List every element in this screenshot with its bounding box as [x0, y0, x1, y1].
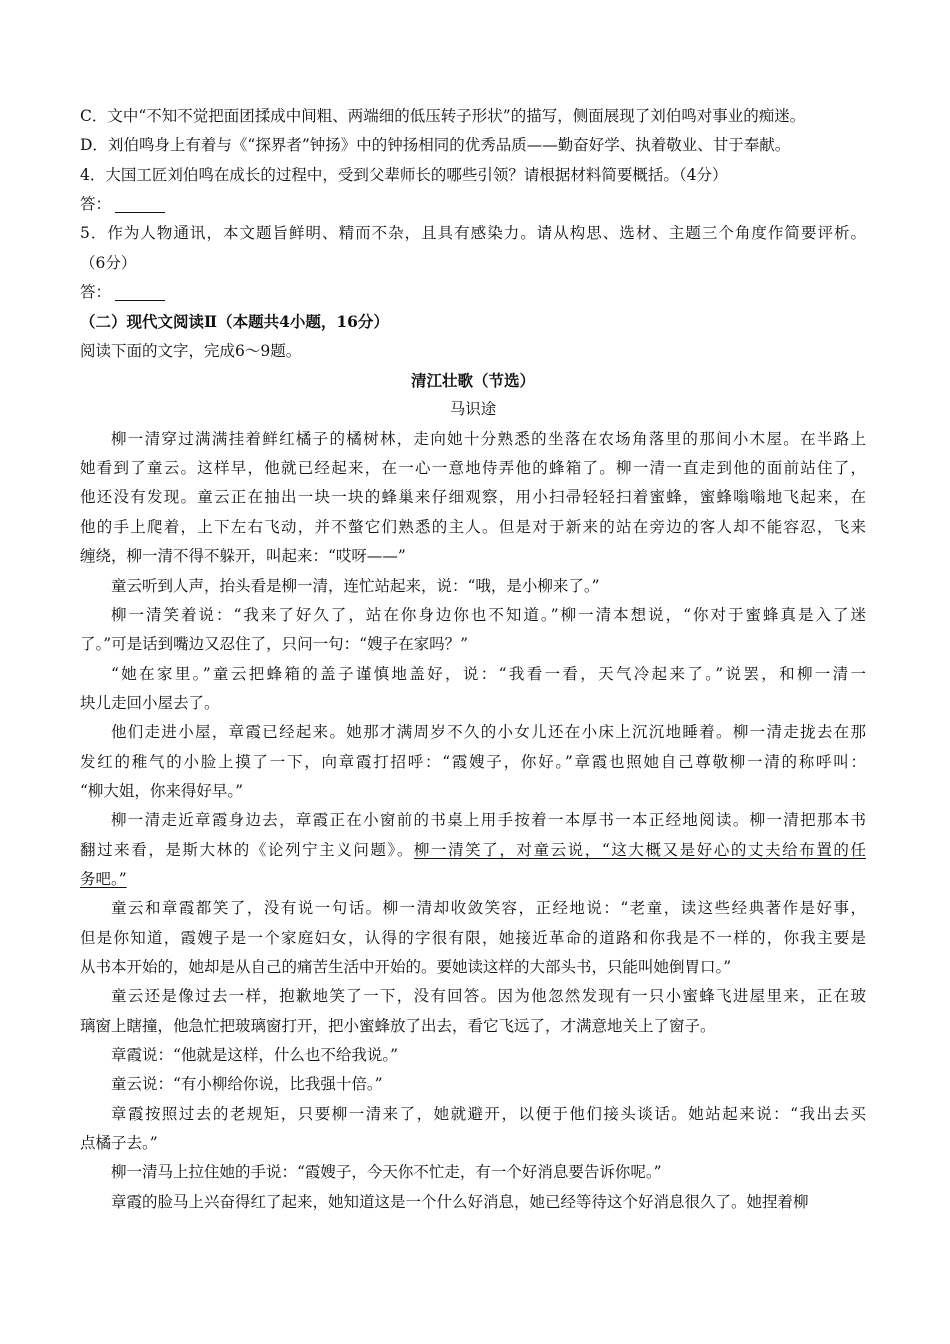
- line-text: 她看到了童云。这样早，他就已经起来，在一心一意地侍弄他的蜂箱了。柳一清一直走到他的面前站住了，: [80, 459, 866, 478]
- passage-author: 马识途: [449, 400, 497, 419]
- exam-page: [80, 102, 866, 1217]
- passage-paragraph: [80, 806, 866, 894]
- paragraph-line: [80, 660, 866, 689]
- paragraph-line: [80, 982, 866, 1011]
- passage-paragraph: [80, 982, 866, 1041]
- line-text: 块儿走回小屋去了。: [80, 693, 220, 712]
- passage-paragraph: [80, 1158, 866, 1187]
- paragraph-line: [80, 748, 866, 777]
- paragraph-line: [80, 689, 866, 718]
- paragraph-line: [80, 601, 866, 630]
- passage-paragraph: [80, 1070, 866, 1099]
- line-text: 从书本开始的，她却是从自己的痛苦生活中开始的。要她读这样的大部头书，只能叫她倒胃口。”: [80, 957, 732, 976]
- passage-paragraph: [80, 572, 866, 601]
- passage-paragraph: [80, 1188, 866, 1217]
- paragraph-line: [80, 425, 866, 454]
- underlined-text: 务吧。”: [80, 869, 127, 888]
- line-text: 童云说：“有小柳给你说，比我强十倍。”: [111, 1075, 383, 1094]
- paragraph-line: [80, 718, 866, 747]
- answer-line: [80, 190, 866, 219]
- passage-paragraph: [80, 894, 866, 982]
- line-text: 章霞按照过去的老规矩，只要柳一清来了，她就避开，以便于他们接头谈话。她站起来说：“我出去买: [111, 1104, 866, 1123]
- line-text: 了。”可是话到嘴边又忍住了，只问一句：“嫂子在家吗？”: [80, 635, 469, 654]
- section-heading: （二）现代文阅读Ⅱ（本题共4小题，16分）: [80, 312, 389, 332]
- paragraph-line: [80, 836, 866, 865]
- line-text: 他还没有发现。童云正在抽出一块一块的蜂巢来仔细观察，用小扫帚轻轻扫着蜜蜂，蜜蜂嗡嗡地飞起来，在: [80, 488, 866, 507]
- line-text: 他的手上爬着，上下左右飞动，并不螫它们熟悉的主人。但是对于新来的站在旁边的客人却不能容忍，飞来: [80, 517, 866, 536]
- line-text: 发红的稚气的小脸上摸了一下，向章霞打招呼：“霞嫂子，你好。”章霞也照她自己尊敬柳一清的称呼叫：: [80, 752, 866, 771]
- paragraph-line: [80, 894, 866, 923]
- line-text: 章霞的脸马上兴奋得红了起来，她知道这是一个什么好消息，她已经等待这个好消息很久了。她捏着柳: [111, 1192, 809, 1211]
- passage-paragraph: [80, 1100, 866, 1159]
- line-text: 但是你知道，霞嫂子是一个家庭妇女，认得的字很有限，她接近革命的道路和你我是不一样的，你我主要是: [80, 928, 866, 947]
- paragraph-line: [80, 865, 866, 894]
- line-text: 柳一清马上拉住她的手说：“霞嫂子，今天你不忙走，有一个好消息要告诉你呢。”: [111, 1163, 662, 1182]
- paragraph-line: [80, 513, 866, 542]
- passage-body: [80, 425, 866, 1217]
- paragraph-line: [80, 1158, 866, 1187]
- question-line: D．刘伯鸣身上有着与《“探界者”钟扬》中的钟扬相同的优秀品质——勤奋好学、执着敬业、甘于奉献。: [80, 136, 791, 155]
- paragraph-line: [80, 483, 866, 512]
- line-text: 璃窗上瞎撞，他急忙把玻璃窗打开，把小蜜蜂放了出去，看它飞远了，才满意地关上了窗子。: [80, 1016, 716, 1035]
- line-text: 童云听到人声，抬头看是柳一清，连忙站起来，说：“哦，是小柳来了。”: [111, 576, 600, 595]
- line-text: “她在家里。”童云把蜂箱的盖子谨慎地盖好，说：“我看一看，天气冷起来了。”说罢，和柳一清一: [111, 664, 866, 683]
- question-line: （6分）: [80, 253, 137, 272]
- passage-paragraph: [80, 718, 866, 806]
- line-text: 柳一清笑着说：“我来了好久了，站在你身边你也不知道。”柳一清本想说，“你对于蜜蜂真是入了迷: [111, 605, 866, 624]
- answer-blank[interactable]: [115, 286, 165, 301]
- answer-label: 答：: [80, 195, 112, 214]
- line-text: 点橘子去。”: [80, 1134, 158, 1153]
- line-text: 翻过来看，是斯大林的《论列宁主义问题》。: [80, 840, 414, 859]
- line-text: 章霞说：“他就是这样，什么也不给我说。”: [111, 1046, 399, 1064]
- passage-paragraph: [80, 1041, 866, 1070]
- answer-line: [80, 278, 866, 307]
- question-line: 4．大国工匠刘伯鸣在成长的过程中，受到父辈师长的哪些引领？请根据材料简要概括。（4分）: [80, 165, 728, 184]
- underlined-text: 柳一清笑了，对童云说，“这大概又是好心的丈夫给布置的任: [413, 840, 866, 859]
- paragraph-line: [80, 777, 866, 806]
- question-line: 5．作为人物通讯，本文题旨鲜明、精而不杂，且具有感染力。请从构思、选材、主题三个角度作简要评析。: [80, 224, 866, 243]
- paragraph-line: [80, 572, 866, 601]
- paragraph-line: [80, 1129, 866, 1158]
- paragraph-line: [80, 1100, 866, 1129]
- paragraph-line: [80, 630, 866, 659]
- paragraph-line: [80, 454, 866, 483]
- paragraph-line: [80, 542, 866, 571]
- paragraph-line: [80, 1070, 866, 1099]
- line-text: 童云还是像过去一样，抱歉地笑了一下，没有回答。因为他忽然发现有一只小蜜蜂飞进屋里来，正在玻: [111, 987, 866, 1006]
- line-text: 柳一清穿过满满挂着鲜红橘子的橘树林，走向她十分熟悉的坐落在农场角落里的那间小木屋。在半路上: [111, 429, 866, 448]
- paragraph-line: [80, 953, 866, 982]
- passage-title: 清江壮歌（节选）: [410, 371, 535, 391]
- paragraph-line: [80, 1041, 866, 1070]
- answer-label: 答：: [80, 283, 112, 302]
- paragraph-line: [80, 806, 866, 835]
- paragraph-line: [80, 1012, 866, 1041]
- question-line: C．文中“不知不觉把面团揉成中间粗、两端细的低压转子形状”的描写，侧面展现了刘伯鸣对事业的痴迷。: [80, 107, 806, 125]
- line-text: 他们走进小屋，章霞已经起来。她那才满周岁不久的小女儿还在小床上沉沉地睡着。柳一清走拢去在那: [111, 723, 866, 742]
- line-text: “柳大姐，你来得好早。”: [80, 781, 244, 800]
- passage-paragraph: [80, 601, 866, 660]
- answer-blank[interactable]: [115, 198, 165, 213]
- questions-block: [80, 102, 866, 307]
- passage-paragraph: [80, 660, 866, 719]
- paragraph-line: [80, 1188, 866, 1217]
- reading-instruction: 阅读下面的文字，完成6～9题。: [80, 341, 302, 360]
- line-text: 童云和章霞都笑了，没有说一句话。柳一清却收敛笑容，正经地说：“老童，读这些经典著作是好事，: [111, 899, 866, 918]
- line-text: 柳一清走近章霞身边去，章霞正在小窗前的书桌上用手按着一本厚书一本正经地阅读。柳一清把那本书: [111, 811, 866, 830]
- paragraph-line: [80, 924, 866, 953]
- line-text: 缠绕，柳一清不得不躲开，叫起来：“哎呀——”: [80, 547, 406, 566]
- passage-paragraph: [80, 425, 866, 572]
